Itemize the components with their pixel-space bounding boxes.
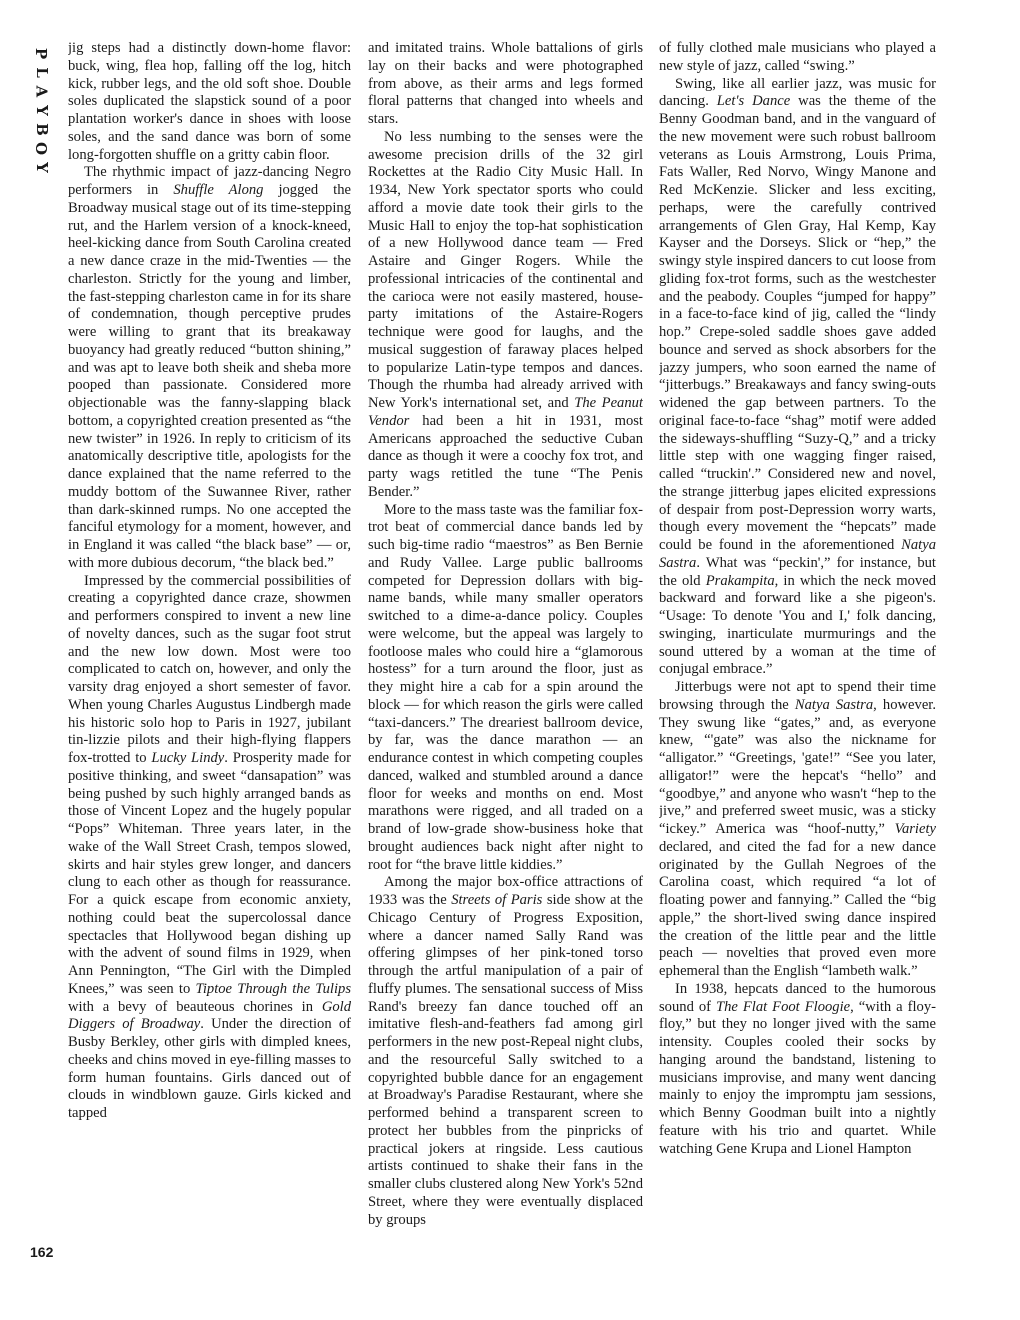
text-column-1 (68, 40, 351, 1275)
paragraph: jig steps had a distinctly down-home flavor: buck, wing, flea hop, falling off the log, hitch kick, rubber legs, and the old soft shoe. Double soles duplicated the slapstick sound of a poor plantation worker's dance in shoes with loose soles, and the sand dance was born of some long-forgotten shuffle on a gritty cabin floor. (68, 40, 351, 163)
running-head-letter: Y (32, 162, 51, 173)
paragraph: In 1938, hepcats danced to the humorous sound of The Flat Foot Floogie, “with a floy-floy,” but they no longer jived with the same intensity. Couples cooled their socks by hanging around the bandstand, listening to musicians improvise, and many went dancing mainly to enjoy the impromptu jam sessions, which Benny Goodman built into a nightly feature with his trio and quartet. While watching Gene Krupa and Lionel Hampton (659, 980, 936, 1157)
running-head-letter: A (32, 85, 51, 98)
paragraph: Among the major box-office attractions of 1933 was the Streets of Paris side show at the Chicago Century of Progress Exposition, where a dancer named Sally Rand was offering glimpses of her pink-toned torso through the artful manipulation of a pair of fluffy plumes. The sensational success of Miss Rand's breezy fan dance touched off an imitative flesh-and-feathers fad among girl performers in the new post-Repeal night clubs, and the resourceful Sally switched to a copyrighted bubble dance for an engagement at Broadway's Paradise Restaurant, where she performed behind a transparent screen to protect her bubbles from the pinpricks of practical jokers at ringside. Less cautious artists continued to shake their fans in the smaller clubs clustered along New York's 52nd Street, where they were eventually displaced by groups (368, 874, 643, 1228)
paragraph: Swing, like all earlier jazz, was music for dancing. Let's Dance was the theme of the Benny Goodman band, and in the vanguard of the new movement were such robust ballroom veterans as Louis Armstrong, Louis Prima, Fats Waller, Red Norvo, Wingy Manone and Red McKenzie. Slicker and less exciting, perhaps, were the carefully contrived arrangements of Glen Gray, Hal Kemp, Kay Kayser and the Dorseys. Slick or “hep,” the swingy style inspired dancers to cut loose from gliding fox-trot forms, such as the westchester and the peabody. Couples “jumped for happy” in a face-to-face kind of jig, called the “lindy hop.” Crepe-soled saddle shoes gave added bounce and served as shock absorbers for the jazzy jumpers, who soon earned the name of “jitterbugs.” Breakaways and fancy swing-outs widened the gap between partners. To the original face-to-face “shag” motif were added the sideways-shuffling “Suzy-Q,” and a tricky little step with one wagging finger raised, called “truckin'.” Considered new and novel, the strange jitterbug japes elicited expressions of despair from post-Depression worry warts, though every movement the “hepcats” made could be found in the aforementioned Natya Sastra. What was “peckin',” for instance, but the old Prakampita, in which the neck moved backward and forward like a she pigeon's. “Usage: To denote 'You and I,' folk dancing, swinging, inarticulate murmurings and the sound uttered by a woman at the time of conjugal embrace.” (659, 75, 936, 678)
paragraph: Impressed by the commercial possibilities of creating a copyrighted dance craze, showmen and performers conspired to invent a new line of novelty dances, such as the sugar foot strut and the new low down. Most were too complicated to catch on, however, and only the varsity drag enjoyed a short semester of favor. When young Charles Augustus Lindbergh made his historic solo hop to Paris in 1927, jubilant tin-lizzie pilots and their high-flying flappers fox-trotted to Lucky Lindy. Prosperity made for positive thinking, and sweet “dansapation” was being pushed by such highly arranged bands as those of Vincent Lopez and the hugely popular “Pops” Whiteman. Three years later, in the wake of the Wall Street Crash, tempos slowed, skirts and hair styles grew longer, and dancers clung to each other as though for reassurance. For a quick escape from economic anxiety, nothing could beat the supercolossal dance spectacles that Hollywood began dishing up with the advent of sound films in 1929, when Ann Pennington, “The Girl with the Dimpled Knees,” was seen to Tiptoe Through the Tulips with a bevy of beauteous chorines in Gold Diggers of Broadway. Under the direction of Busby Berkley, other girls with dimpled knees, cheeks and chins moved in eye-filling masses to form human fountains. Girls danced out of clouds in windblown gauze. Girls kicked and tapped (68, 572, 351, 1121)
running-head-letter: B (32, 123, 51, 136)
paragraph: and imitated trains. Whole battalions of girls lay on their backs and were photographed from above, as their arms and legs formed floral patterns that changed into wheels and stars. (368, 40, 643, 127)
running-head-letter: Y (32, 105, 51, 116)
page-number: 162 (30, 1244, 54, 1260)
running-head-letter: L (32, 67, 51, 78)
paragraph: of fully clothed male musicians who played a new style of jazz, called “swing.” (659, 40, 936, 74)
paragraph: The rhythmic impact of jazz-dancing Negro performers in Shuffle Along jogged the Broadway musical stage out of its time-stepping rut, and the Harlem version of a knock-kneed, heel-kicking dance from South Carolina created a new dance craze in the mid-Twenties — the charleston. Strictly for the young and limber, the fast-stepping charleston came in for its share of condemnation, though perceptive prudes were willing to grant that its breakaway buoyancy had greatly reduced “button shining,” and was apt to leave both sheik and sheba more pooped than passionate. Considered more objectionable was the fanny-slapping black bottom, a copyrighted creation presented as “the new twister” in 1926. In reply to criticism of its anatomically descriptive title, apologists for the dance explained that the name referred to the muddy bottom of the Suwannee River, rather than dark-skinned rumps. No one accepted the fanciful etymology for a moment, however, and in England it was called “the black base” — or, with more dubious decorum, “the black bed.” (68, 164, 351, 571)
running-head-playboy (28, 44, 54, 177)
text-column-2 (368, 40, 643, 1275)
paragraph: More to the mass taste was the familiar fox-trot beat of commercial dance bands led by such big-time radio “maestros” as Ben Bernie and Rudy Vallee. Large public ballrooms competed for Depression dollars with big-name bands, while many smaller operators switched to a dime-a-dance policy. Couples were welcome, but the appeal was largely to footloose males who could hire a “glamorous hostess” for a turn around the floor, just as they might hire a cab for a spin around the block — for which reason the girls were called “taxi-dancers.” The dreariest ballroom device, by far, was the dance marathon — an endurance contest in which competing couples danced, walked and stumbled around a dance floor for weeks and months on end. Most marathons were rigged, and all traded on a brand of low-grade show-business hoke that brought audiences back night after night to root for “the brave little kiddies.” (368, 501, 643, 873)
paragraph: Jitterbugs were not apt to spend their time browsing through the Natya Sastra, however. They swung like “gates,” and, as everyone knew, “'gate” was also the nickname for “alligator.” “Greetings, 'gate!” “See you later, alligator!” were the hepcat's “hello” and “goodbye,” and anyone who wasn't “hep to the jive,” and preferred sweet music, was a sticky “ickey.” America was “hoof-nutty,” Variety declared, and cited the fad for a new dance originated by the Gullah Negroes of the Carolina coast, which required “a lot of floating power and fannying.” Called the “big apple,” the short-lived swing dance inspired the creation of the little pear and the little peach — novelties that proved even more ephemeral than the English “lambeth walk.” (659, 679, 936, 979)
paragraph: No less numbing to the senses were the awesome precision drills of the 32 girl Rockettes at the Radio City Music Hall. In 1934, New York spectator sports who could afford a movie date took their girls to the Music Hall to enjoy the top-hat sophistication of a new Hollywood dance team — Fred Astaire and Ginger Rogers. While the professional intricacies of the continental and the carioca were not easily mastered, house-party imitations of the Astaire-Rogers technique were good for laughs, and the musical suggestion of faraway places helped to popularize Latin-type tempos and dances. Though the rhumba had already arrived with New York's international set, and The Peanut Vendor had been a hit in 1931, most Americans approached the seductive Cuban dance as though it were a coochy fox trot, and party wags retitled the tune “The Penis Bender.” (368, 128, 643, 500)
running-head-letter: P (32, 47, 51, 60)
running-head-letter: O (32, 141, 51, 156)
text-column-3 (659, 40, 936, 1275)
